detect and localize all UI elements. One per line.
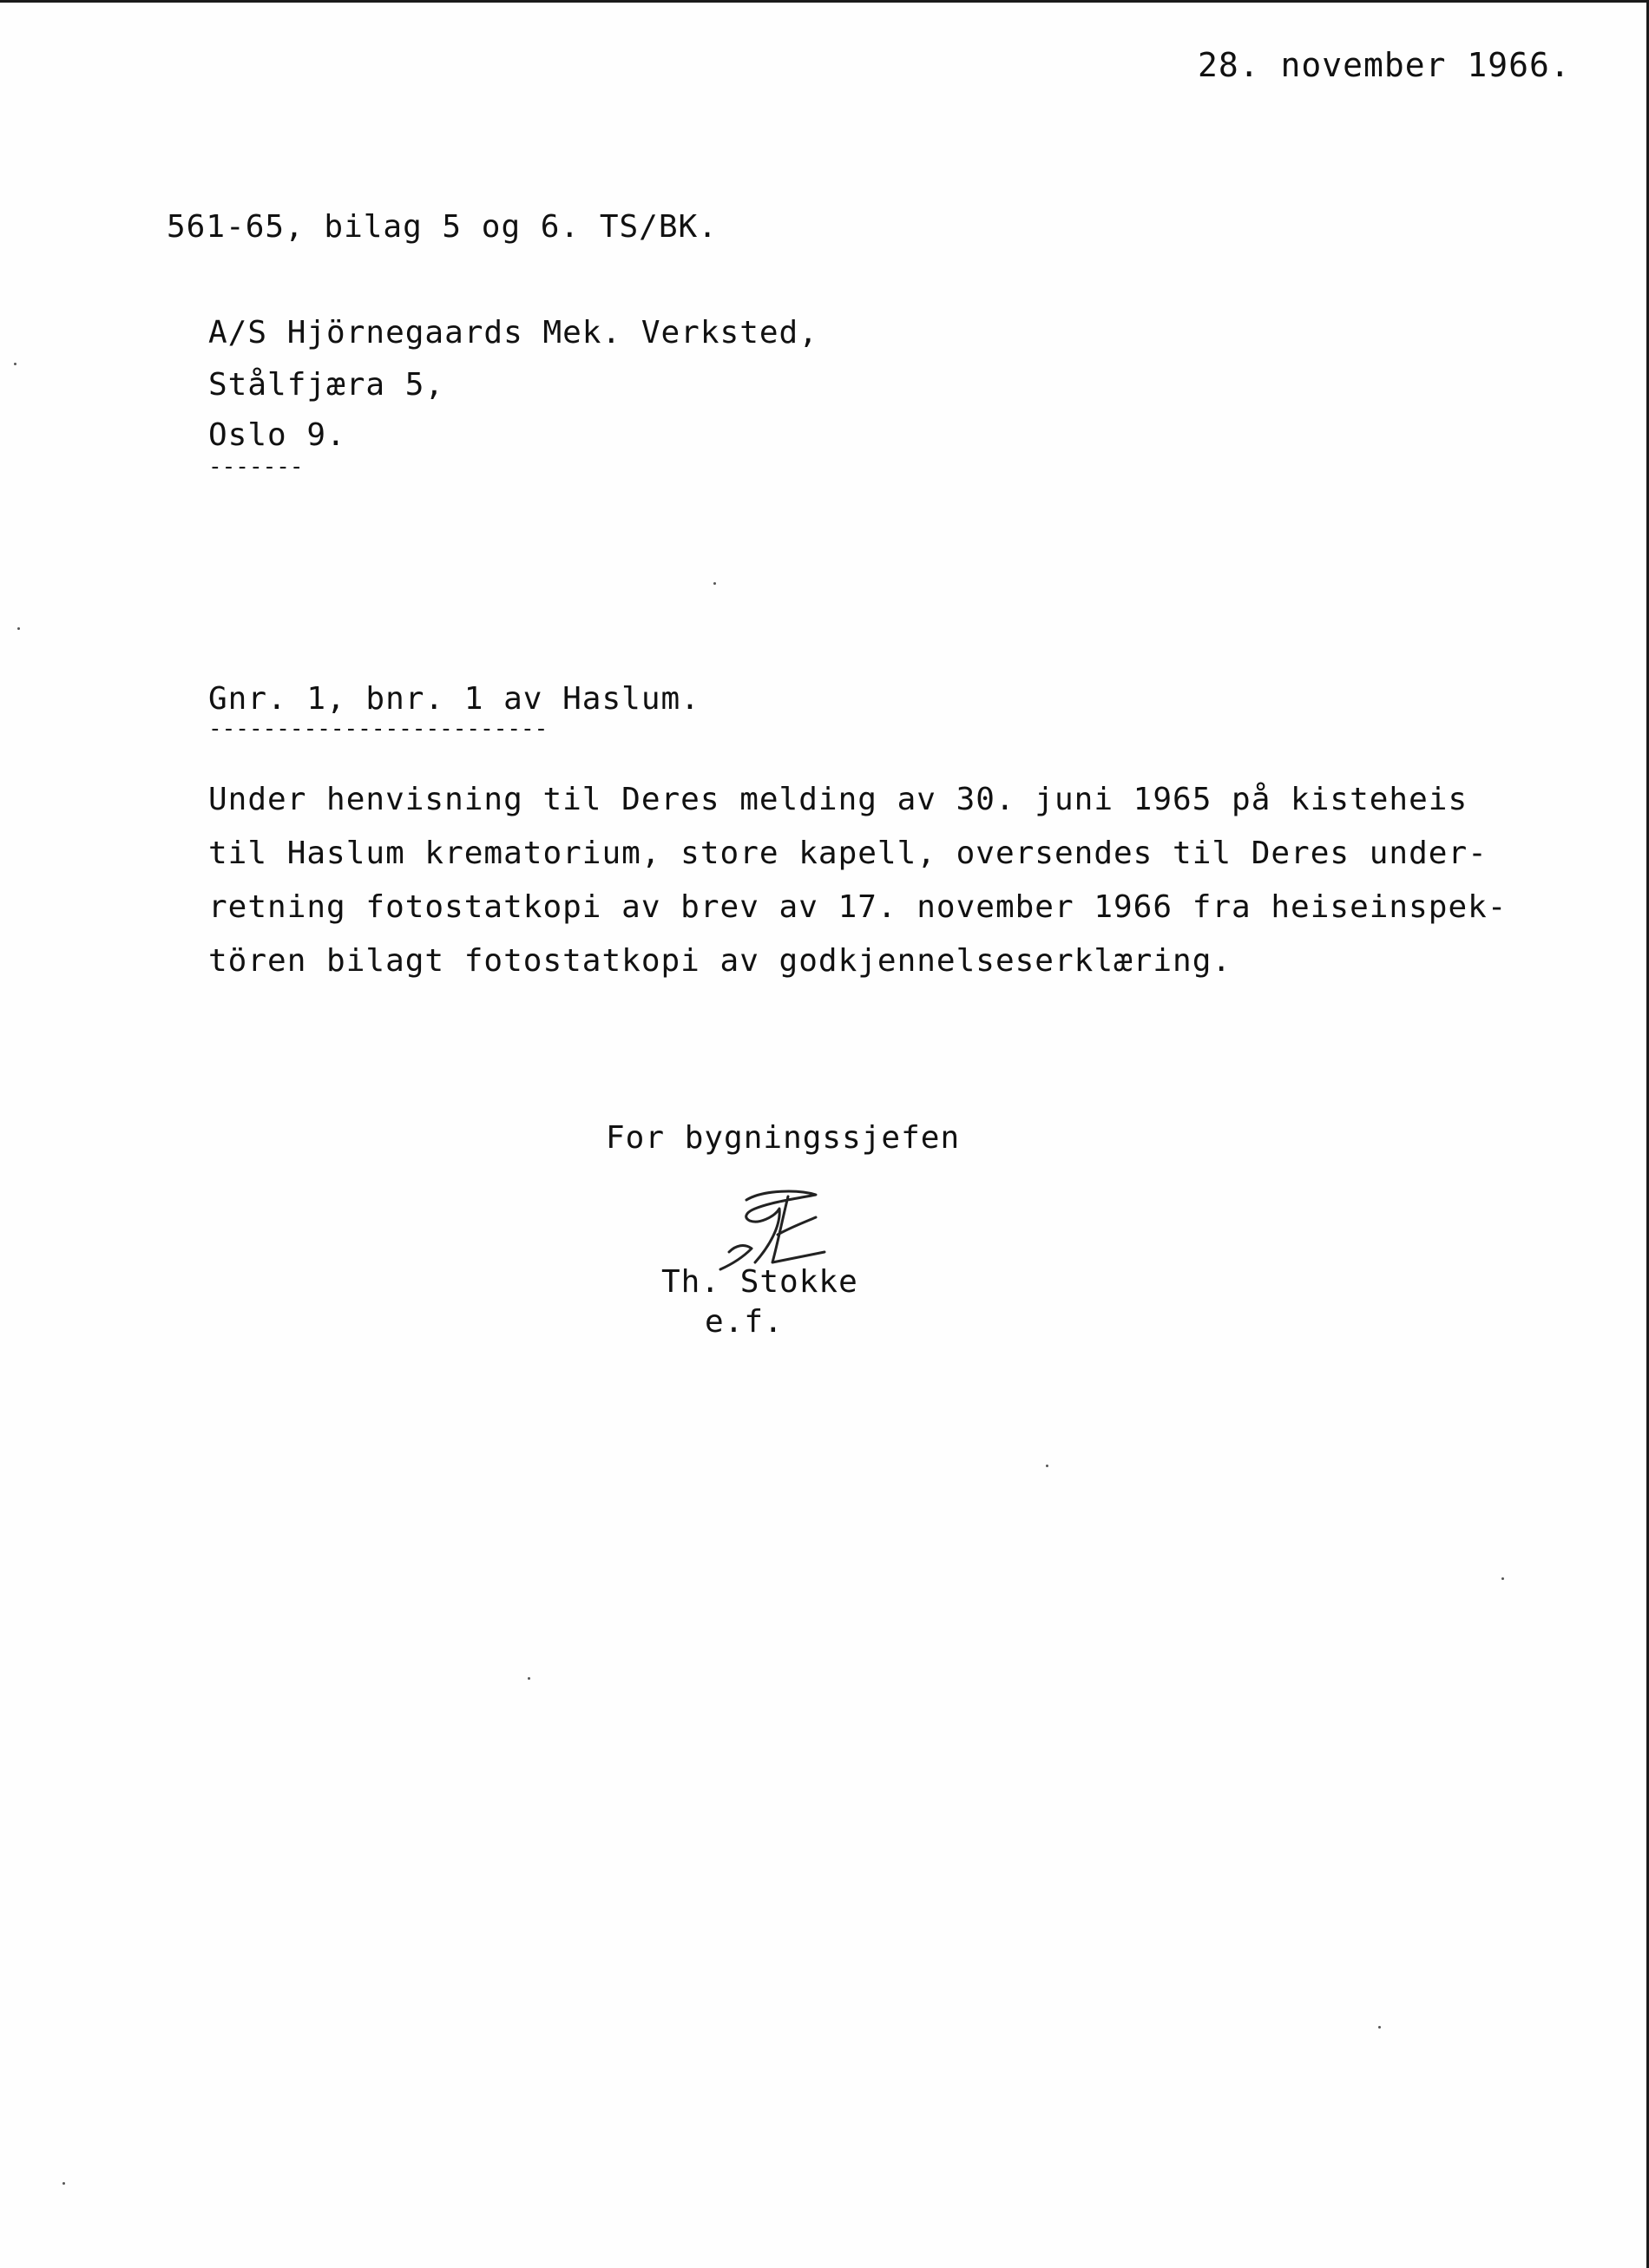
- paper-speck: [14, 363, 16, 365]
- closing-line: For bygningssjefen: [606, 1120, 961, 1156]
- paper-speck: [1501, 1577, 1504, 1580]
- recipient-city: Oslo 9.: [208, 417, 346, 453]
- paper-speck: [62, 2182, 65, 2185]
- paper-speck: [1046, 1465, 1048, 1467]
- body-line: tören bilagt fotostatkopi av godkjennelseserklæring.: [208, 943, 1232, 979]
- body-line: Under henvisning til Deres melding av 30. juni 1965 på kisteheis: [208, 782, 1468, 817]
- paper-speck: [1378, 2026, 1381, 2029]
- body-line: retning fotostatkopi av brev av 17. november 1966 fra heiseinspek-: [208, 889, 1508, 925]
- letter-date: 28. november 1966.: [1198, 46, 1571, 84]
- paper-speck: [713, 582, 716, 585]
- paper-speck: [17, 627, 20, 630]
- recipient-name: A/S Hjörnegaards Mek. Verksted,: [208, 315, 818, 351]
- address-underline: -------: [208, 454, 304, 480]
- body-line: til Haslum krematorium, store kapell, oversendes til Deres under-: [208, 836, 1488, 871]
- signatory-suffix: e.f.: [705, 1304, 784, 1340]
- subject-underline: -------------------------: [208, 716, 549, 742]
- recipient-street: Stålfjæra 5,: [208, 367, 445, 403]
- subject-line: Gnr. 1, bnr. 1 av Haslum.: [208, 681, 700, 717]
- reference-line: 561-65, bilag 5 og 6. TS/BK.: [167, 209, 718, 245]
- paper-speck: [528, 1677, 530, 1680]
- signatory-name: Th. Stokke: [661, 1264, 858, 1300]
